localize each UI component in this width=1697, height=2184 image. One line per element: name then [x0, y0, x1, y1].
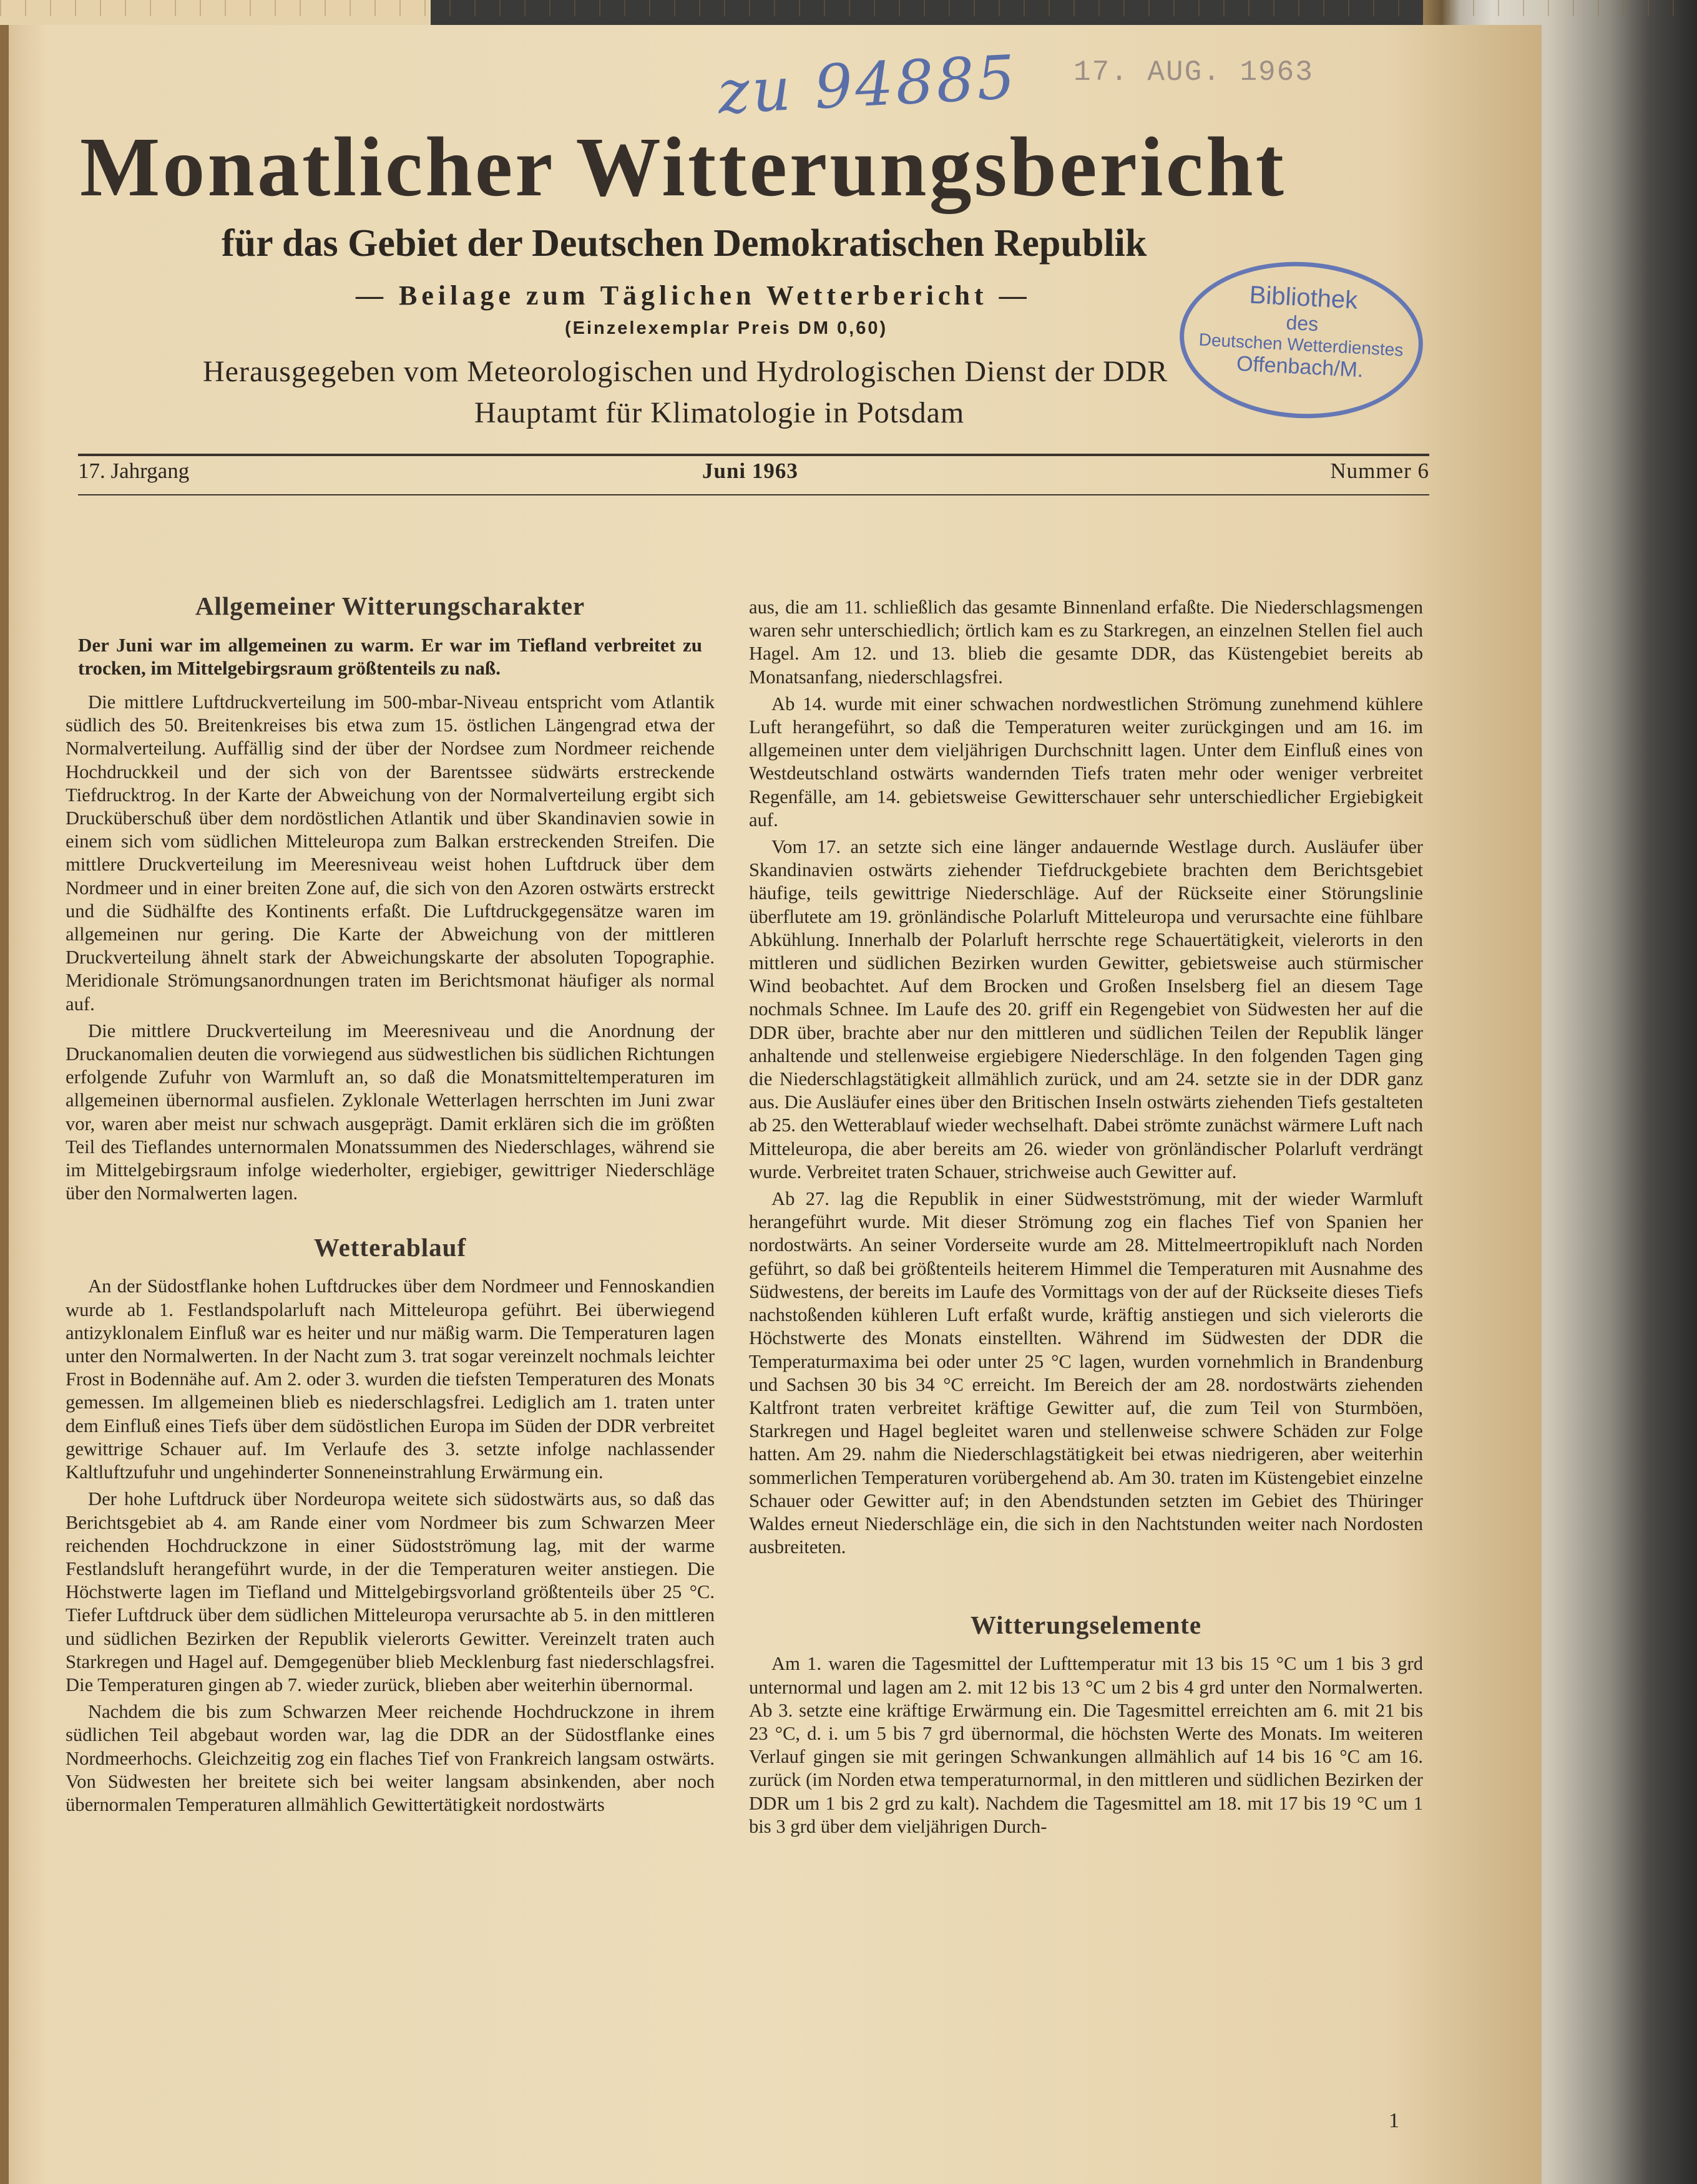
character-paragraph-1: Die mittlere Luftdruckverteilung im 500-mbar-Niveau entspricht vom Atlantik südlich des 50. Breitenkreises bis etwa zum 15. östlichen Längengrad etwa der Normalverteilung. Auffällig sind der über der Nordsee zum Nordmeer reichende Hochdruckkeil und der sich von der Barentssee südwärts erstreckende Tiefdrucktrog. In der Karte der Abweichung von der Normalverteilung ergibt sich Drucküberschuß über dem nordöstlichen Atlantik und über Skandinavien sowie in einem sich vom südlichen Mitteleuropa zum Balkan erstreckenden Streifen. Die mittlere Druckverteilung im Meeresniveau weist hohen Luftdruck über dem Nordmeer und in einer breiten Zone auf, die sich von den Azoren ostwärts erstreckt und die Südhälfte des Kontinents erfaßt. Die Luftdruckgegensätze waren im allgemeinen nur gering. Die Karte der Abweichung von der mittleren Druckverteilung ähnelt stark der Abweichungskarte der absoluten Topographie. Meridionale Strömungsanordnungen traten im Berichtsmonat häufiger als normal auf.: [66, 691, 715, 1015]
issue-line: [78, 459, 1429, 496]
course-paragraph-7: Ab 27. lag die Republik in einer Südwestströmung, mit der wieder Warmluft herangeführt wurde. Mit dieser Strömung zog ein flaches Tief von Spanien her nordostwärts. An seiner Vorderseite wurde am 28. Mittelmeertropikluft nach Norden geführt, so daß bei größtenteils heiterem Himmel die Temperaturen mit Ausnahme des Südwestens, der bereits im Laufe des Vormittags von der auf der Rückseite dieses Tiefs nachstoßenden kühleren Luft erfaßt wurde, kräftig anstiegen und sich vielerorts die Höchstwerte des Monats einstellten. Während im Südwesten der DDR die Temperaturmaxima bei oder unter 25 °C lagen, wurden vornehmlich in Brandenburg und Sachsen 30 bis 34 °C erreicht. Im Bereich der am 28. nordostwärts ziehenden Kaltfront traten verbreitet kräftige Gewitter auf, die zum Teil von Sturmböen, Starkregen und Hagel begleitet waren und stellenweise schwere Schäden zur Folge hatten. Am 29. nahm die Niederschlagstätigkeit bei etwas niedrigeren, aber weiterhin sommerlichen Temperaturen vorübergehend ab. Am 30. traten im Küstengebiet einzelne Schauer oder Gewitter auf; in den Abendstunden setzten im Gebiet des Thüringer Waldes erneut Niederschläge ein, die sich in den Nachtstunden weiter nach Nordosten ausbreiteten.: [749, 1188, 1423, 1558]
course-paragraph-6: Vom 17. an setzte sich eine länger andauernde Westlage durch. Ausläufer über Skandinavien ostwärts ziehender Tiefdruckgebiete brachten dem Berichtsgebiet häufige, teils gewittrige Niederschläge. Auf der Rückseite einer Störungslinie überflutete am 19. grönländische Polarluft Mitteleuropa und verursachte eine fühlbare Abkühlung. Innerhalb der Polarluft herrschte rege Schauertätigkeit, vielerorts in den mittleren und südlichen Bezirken wurden Gewitter, gebietsweise auch stürmischer Wind beobachtet. Auf dem Brocken und Großen Inselsberg fiel an diesem Tage nochmals Schnee. Im Laufe des 20. griff ein Regengebiet von Südwesten her auf die DDR über, brachte aber nur den mittleren und südlichen Teilen der Republik länger anhaltende und stellenweise ergiebigere Niederschläge. In den folgenden Tagen ging die Niederschlagstätigkeit allmählich zurück, und am 24. setzte sie in der DDR ganz aus. Die Ausläufer eines über den Britischen Inseln ostwärts ziehenden Tiefs gestalteten ab 25. den Wetterablauf wieder wechselhaft. Dabei strömte zunächst wärmere Luft nach Mitteleuropa, die aber bereits am 26. wieder von grönländischer Polarluft verdrängt wurde. Verbreitet traten Schauer, strichweise auch Gewitter auf.: [749, 836, 1423, 1182]
left-column: [66, 590, 715, 1820]
page-number: 1: [1389, 2109, 1399, 2132]
heading-elements: Witterungselemente: [970, 1611, 1202, 1640]
library-stamp-line3: Deutschen Wetterdienstes: [1198, 329, 1404, 360]
library-stamp-line1: Bibliothek: [1248, 281, 1359, 314]
course-paragraph-5: Ab 14. wurde mit einer schwachen nordwestlichen Strömung zunehmend kühlere Luft herangeführt, so daß die Temperaturen weiter zurückgingen und am 16. im allgemeinen unter dem vieljährigen Durchschnitt lagen. Unter dem Einfluß eines von Westdeutschland ostwärts wandernden Tiefs traten mehr oder weniger verbreitet Regenfälle, am 14. gebietsweise Gewitterschauer sehr unterschiedlicher Ergiebigkeit auf.: [749, 693, 1423, 831]
character-paragraph-2: Die mittlere Druckverteilung im Meeresniveau und die Anordnung der Druckanomalien deuten die vorwiegend aus südwestlichen bis südlichen Richtungen erfolgende Zufuhr von Warmluft an, so daß die Monatsmitteltemperaturen im allgemeinen übernormal ausfielen. Zyklonale Wetterlagen herrschten im Juni zwar vor, waren aber meist nur schwach ausgeprägt. Damit erklären sich die im größten Teil des Tieflandes unternormalen Monatssummen des Niederschlages, während sie im Mittelgebirgsraum infolge wiederholter, ergiebiger, gewittriger Niederschläge über den Normalwerten lagen.: [66, 1020, 715, 1204]
issue-number: Nummer 6: [1330, 459, 1429, 483]
masthead-supplement: — Beilage zum Täglichen Wetterbericht —: [356, 280, 1031, 311]
right-column: [749, 596, 1423, 1842]
masthead-price: (Einzelexemplar Preis DM 0,60): [565, 318, 888, 338]
course-paragraph-4: aus, die am 11. schließlich das gesamte Binnenland erfaßte. Die Niederschlagsmengen waren sehr unterschiedlich; örtlich kam es zu Starkregen, an einzelnen Stellen fiel auch Hagel. Am 12. und 13. blieb die gesamte DDR, das Küstengebiet bereits ab Monatsanfang, niederschlagsfrei.: [749, 597, 1423, 688]
masthead-office: Hauptamt für Klimatologie in Potsdam: [474, 396, 965, 429]
elements-paragraph-1: Am 1. waren die Tagesmittel der Lufttemperatur mit 13 bis 15 °C um 1 bis 3 grd unternormal und lagen am 2. mit 12 bis 13 °C um 2 bis 4 grd unter den Normalwerten. Ab 3. setzte eine kräftige Erwärmung ein. Die Tagesmittel erreichten am 6. mit 21 bis 23 °C, d. i. um 5 bis 7 grd übernormal, die höchsten Werte des Monats. Im weiteren Verlauf gingen sie mit geringen Schwankungen allmählich auf 14 bis 16 °C am 16. zurück (im Norden etwa temperaturnormal, in den mittleren und südlichen Bezirken der DDR um 1 bis 2 grd zu kalt). Nachdem die Tagesmittel am 18. mit 17 bis 19 °C um 1 bis 3 grd über dem vieljährigen Durch-: [749, 1653, 1423, 1837]
course-paragraph-2: Der hohe Luftdruck über Nordeuropa weitete sich südostwärts aus, so daß das Berichtsgebiet ab 4. am Rande einer vom Nordmeer bis zum Schwarzen Meer reichenden Hochdruckzone in einer Südostströmung lag, mit der warme Festlandsluft herangeführt wurde, in der die Temperaturen weiter anstiegen. Die Höchstwerte lagen im Tiefland und Mittelgebirgsvorland größtenteils über 25 °C. Tiefer Luftdruck über dem südlichen Mitteleuropa verursachte ab 5. in den mittleren und südlichen Bezirken der Republik vielerorts Gewitter. Vereinzelt traten auch Starkregen und Hagel auf. Demgegenüber blieb Mecklenburg fast niederschlagsfrei. Die Temperaturen gingen ab 7. wieder zurück, blieben aber weiterhin übernormal.: [66, 1488, 715, 1695]
heading-character: Allgemeiner Witterungscharakter: [195, 592, 585, 620]
library-stamp-line2: des: [1285, 311, 1319, 336]
header-rule-bottom: [78, 494, 1429, 495]
header-rule-top: [78, 454, 1429, 456]
masthead-publisher: Herausgegeben vom Meteorologischen und Hydrologischen Dienst der DDR: [203, 355, 1168, 388]
course-paragraph-1: An der Südostflanke hohen Luftdruckes über dem Nordmeer und Fennoskandien wurde ab 1. Festlandspolarluft nach Mitteleuropa geführt. Bei überwiegend antizyklonalem Einfluß war es heiter und nur mäßig warm. Die Temperaturen lagen unter den Normalwerten. In der Nacht zum 3. trat sogar vereinzelt nochmals leichter Frost in Bodennähe auf. Am 2. oder 3. wurden die tiefsten Temperaturen des Monats gemessen. Im allgemeinen blieb es niederschlagsfrei. Lediglich am 1. traten unter dem Einfluß eines Tiefs über dem südöstlichen Europa im Süden der DDR verbreitet gewittrige Schauer auf. Im Verlaufe des 3. setzte infolge nachlassender Kaltluftzufuhr und ungehinderter Sonneneinstrahlung Erwärmung ein.: [66, 1275, 715, 1483]
date-stamp: 17. AUG. 1963: [1073, 56, 1314, 89]
masthead-title: Monatlicher Witterungsbericht: [80, 120, 1286, 214]
issue-month: Juni 1963: [702, 459, 798, 483]
heading-course: Wetterablauf: [313, 1233, 467, 1262]
masthead-subtitle: für das Gebiet der Deutschen Demokratischen Republik: [222, 222, 1147, 265]
character-lead: Der Juni war im allgemeinen zu warm. Er war im Tiefland verbreitet zu trocken, im Mittelgebirgsraum größtenteils zu naß.: [78, 634, 702, 679]
course-paragraph-3: Nachdem die bis zum Schwarzen Meer reichende Hochdruckzone in ihrem südlichen Teil abgebaut worden war, lag die DDR an der Südostflanke eines Nordmeerhochs. Gleichzeitig zog ein flaches Tief von Frankreich langsam ostwärts. Von Südwesten her breitete sich bei weiter langsam absinkenden, aber noch übernormalen Temperaturen allmählich Gewittertätigkeit nordostwärts: [66, 1701, 715, 1815]
issue-volume: 17. Jahrgang: [78, 459, 190, 483]
page-edge-ticks: [0, 0, 1697, 16]
library-stamp-line4: Offenbach/M.: [1236, 351, 1364, 383]
handwritten-reference: zu 94885: [716, 42, 1019, 128]
